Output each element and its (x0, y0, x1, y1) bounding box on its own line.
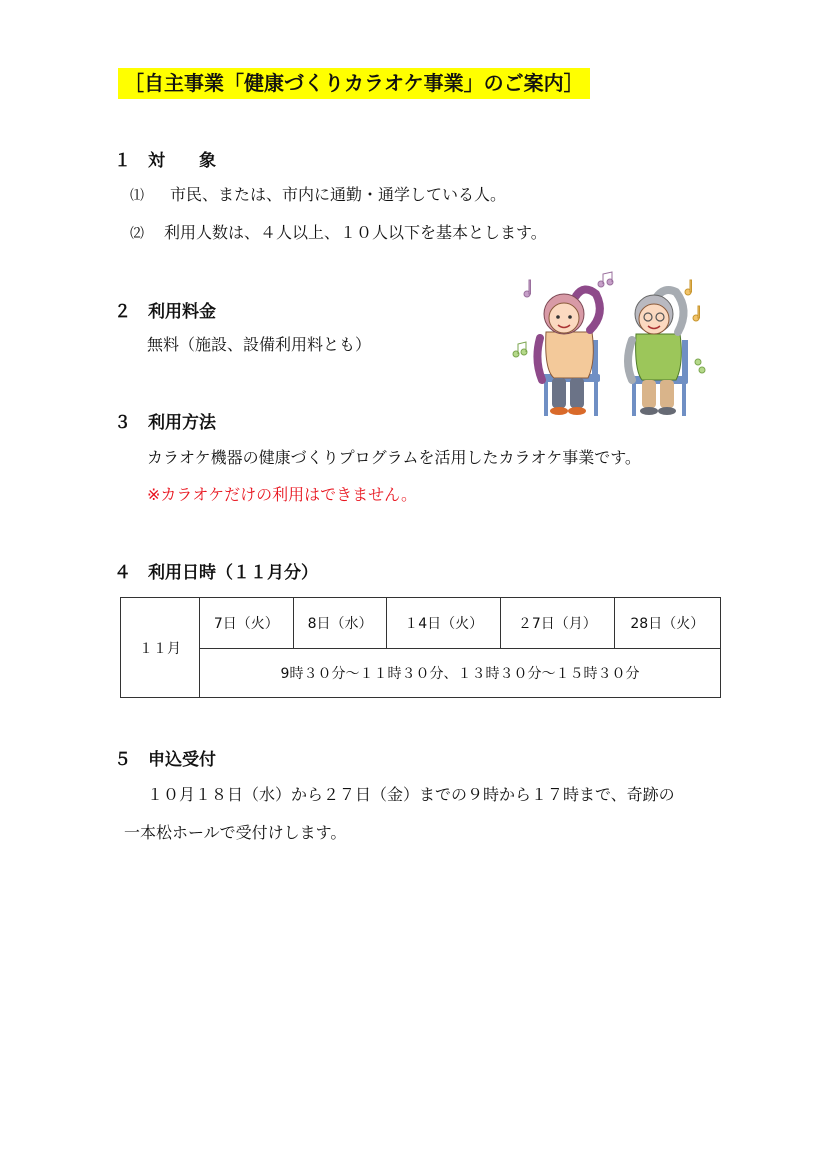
time-cell: 9時３０分～１１時３０分、１３時３０分～１５時３０分 (200, 649, 721, 698)
section-4-heading (114, 558, 318, 583)
section-number: ２ (114, 302, 131, 322)
exercise-illustration (506, 270, 722, 422)
date-cell: 28日（火） (614, 598, 720, 649)
section-number: １ (114, 151, 131, 171)
list-item (130, 220, 547, 243)
date-cell: 7日（火） (200, 598, 294, 649)
date-cell: ２7日（月） (501, 598, 615, 649)
section-2-heading (114, 297, 216, 322)
section-title: 利用日時（１１月分） (148, 563, 318, 583)
item-text: 利用人数は、４人以上、１０人以下を基本とします。 (164, 223, 547, 242)
schedule-table (120, 597, 721, 698)
item-text: 市民、または、市内に通勤・通学している人。 (170, 185, 507, 204)
section-3-heading (114, 408, 216, 433)
item-number: ⑵ (130, 226, 144, 242)
section-1-heading (114, 146, 216, 171)
table-row (121, 649, 721, 698)
fee-text: 無料（施設、設備利用料とも） (147, 335, 372, 354)
month-cell: １１月 (121, 598, 200, 698)
section-title: 利用料金 (148, 302, 216, 322)
item-number: ⑴ (130, 188, 144, 204)
page-title: ［自主事業「健康づくりカラオケ事業」のご案内］ (118, 68, 590, 99)
section-title: 申込受付 (148, 750, 216, 770)
table-row (121, 598, 721, 649)
section-title: 利用方法 (148, 413, 216, 433)
section-number: ５ (114, 750, 131, 770)
section-title: 対 象 (148, 151, 216, 171)
application-text-line-2: 一本松ホールで受付けします。 (124, 823, 347, 842)
section-number: ３ (114, 413, 131, 433)
usage-note: ※カラオケだけの利用はできません。 (147, 485, 418, 504)
section-5-heading (114, 745, 216, 770)
application-text-line-1: １０月１８日（水）から２７日（金）までの９時から１７時まで、奇跡の (147, 785, 675, 804)
usage-text: カラオケ機器の健康づくりプログラムを活用したカラオケ事業です。 (147, 448, 641, 467)
date-cell: １4日（火） (387, 598, 501, 649)
date-cell: 8日（水） (293, 598, 387, 649)
section-number: ４ (114, 563, 131, 583)
list-item (130, 182, 506, 205)
